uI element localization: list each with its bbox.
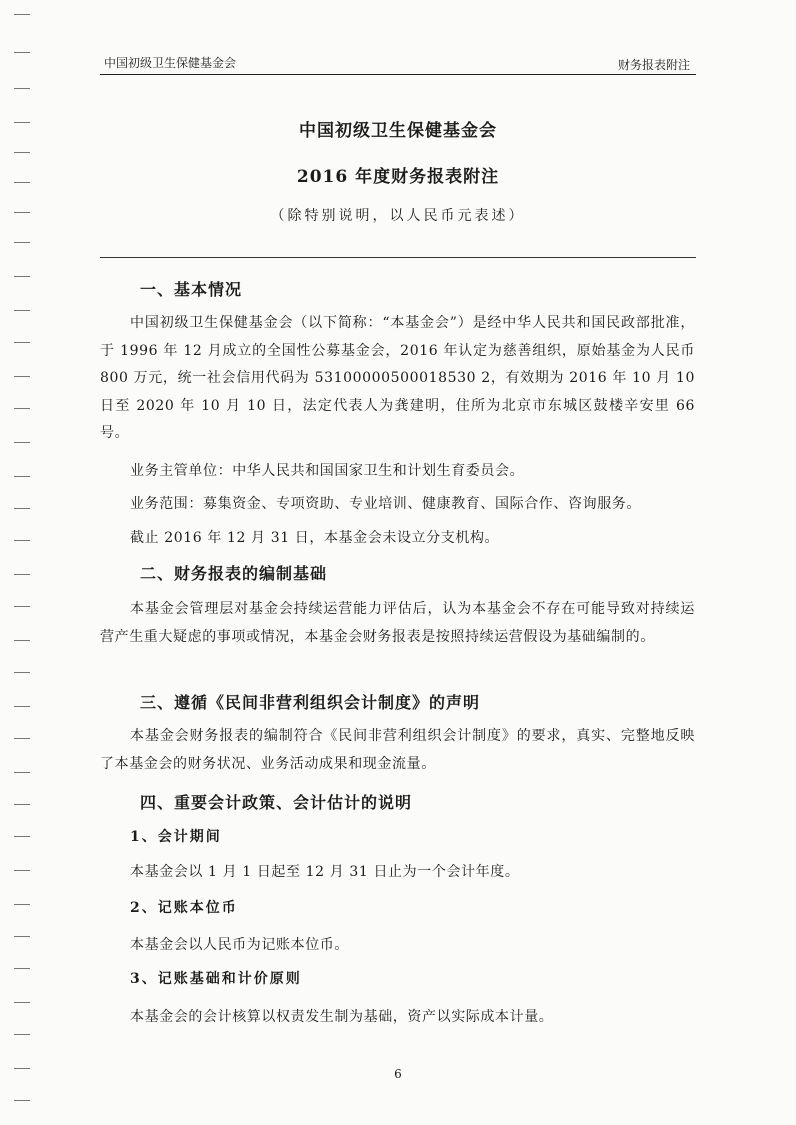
section-1-supervisor: 业务主管单位：中华人民共和国国家卫生和计划生育委员会。 bbox=[130, 463, 525, 479]
section-4-heading: 四、重要会计政策、会计估计的说明 bbox=[140, 793, 413, 812]
title-divider bbox=[100, 257, 696, 258]
running-header bbox=[100, 50, 696, 75]
header-section-name: 财务报表附注 bbox=[617, 58, 690, 72]
header-org-name: 中国初级卫生保健基金会 bbox=[104, 56, 237, 70]
section-1-paragraph: 中国初级卫生保健基金会（以下简称：“本基金会”）是经中华人民共和国民政部批准，于 1996 年 12 月成立的全国性公募基金会，2016 年认定为慈善组织，原始基金为人民币 800 万元，统一社会信用代码为 53100000500018530 2，有效期为 2016 年 10 月 10 日至 2020 年 10 月 10 日，法定代表人为龚建明，住所为北京市东城区鼓楼辛安里 66 号。 bbox=[100, 315, 695, 441]
section-2-paragraph: 本基金会管理层对基金会持续运营能力评估后，认为本基金会不存在可能导致对持续运营产生重大疑虑的事项或情况，本基金会财务报表是按照持续运营假设为基础编制的。 bbox=[100, 601, 695, 645]
section-4-2-heading: 2、记账本位币 bbox=[130, 900, 238, 916]
section-4-3-text: 本基金会的会计核算以权责发生制为基础，资产以实际成本计量。 bbox=[130, 1009, 554, 1025]
section-1-scope: 业务范围：募集资金、专项资助、专业培训、健康教育、国际合作、咨询服务。 bbox=[130, 496, 641, 512]
section-3-heading: 三、遵循《民间非营利组织会计制度》的声明 bbox=[140, 693, 481, 712]
section-4-1-heading: 1、会计期间 bbox=[130, 829, 222, 845]
section-4-2-text: 本基金会以人民币为记账本位币。 bbox=[130, 937, 349, 953]
section-3-paragraph: 本基金会财务报表的编制符合《民间非营利组织会计制度》的要求，真实、完整地反映了本基金会的财务状况、业务活动成果和现金流量。 bbox=[100, 728, 695, 772]
section-1-branches: 截止 2016 年 12 月 31 日，本基金会未设立分支机构。 bbox=[130, 530, 500, 546]
page-number: 6 bbox=[394, 1067, 402, 1081]
section-4-3-heading: 3、记账基础和计价原则 bbox=[130, 971, 302, 987]
title-note: （除特别说明，以人民币元表述） bbox=[270, 208, 526, 224]
section-1-heading: 一、基本情况 bbox=[140, 280, 243, 299]
section-4-1-text: 本基金会以 1 月 1 日起至 12 月 31 日止为一个会计年度。 bbox=[130, 864, 520, 880]
title-org: 中国初级卫生保健基金会 bbox=[299, 121, 497, 141]
section-2-heading: 二、财务报表的编制基础 bbox=[140, 564, 328, 583]
page-title: 2016 年度财务报表附注 bbox=[296, 167, 500, 187]
